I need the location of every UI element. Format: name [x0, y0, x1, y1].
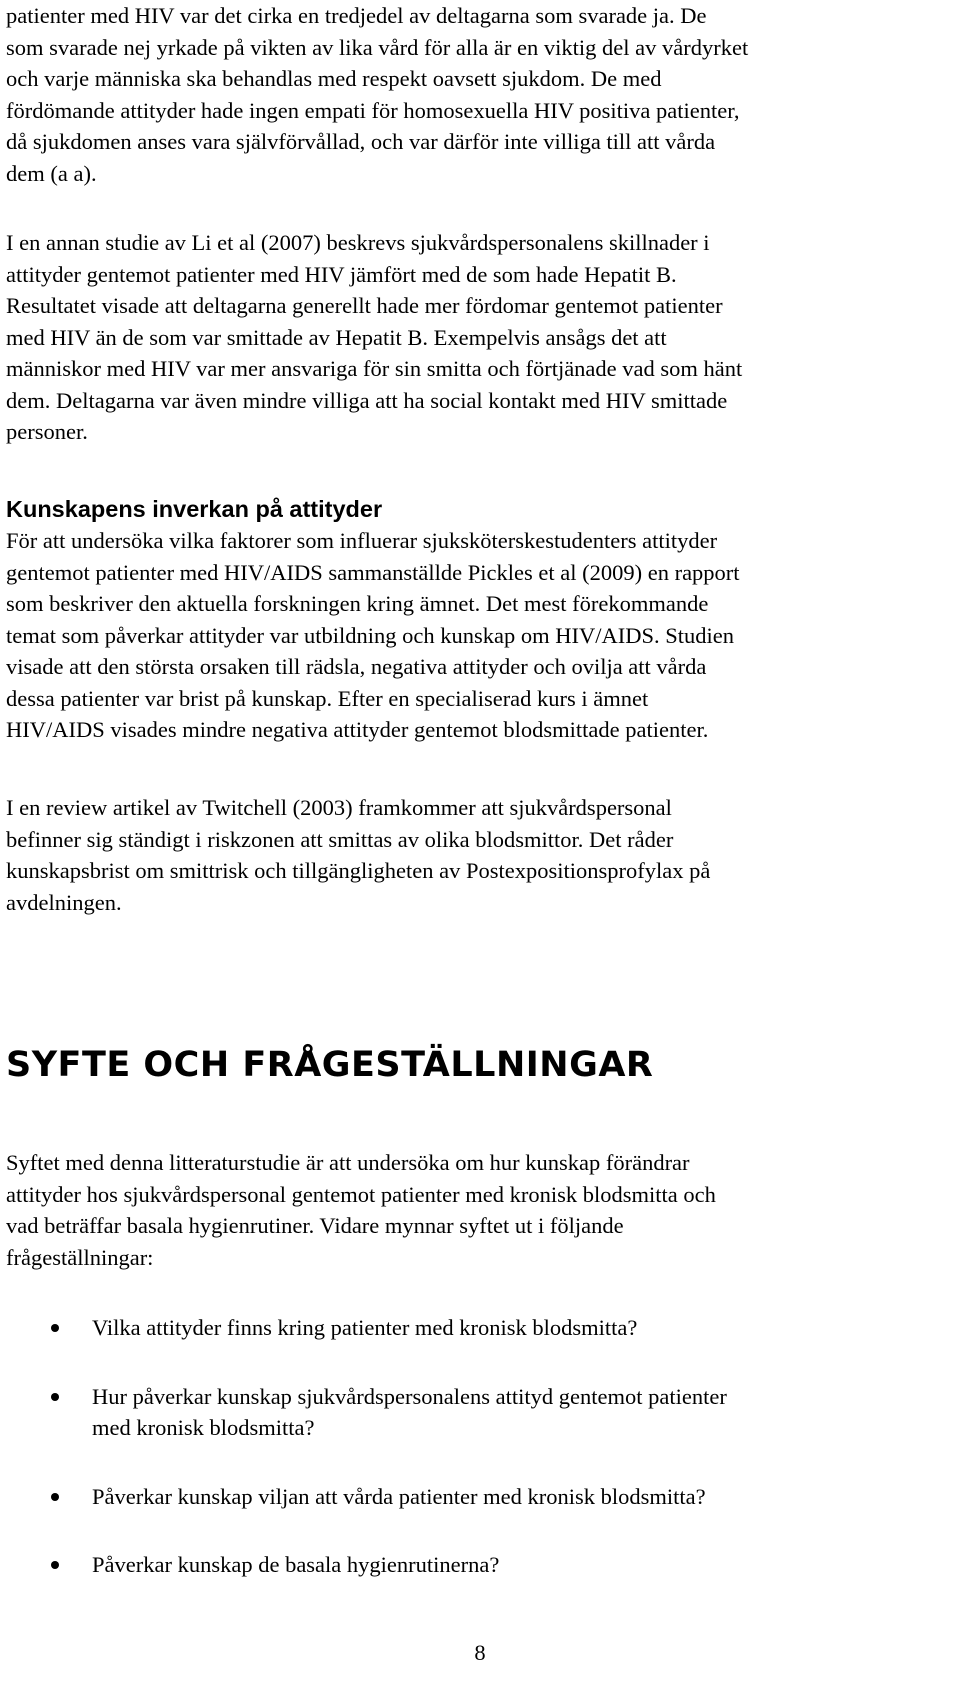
section-heading-syfte: SYFTE OCH FRÅGESTÄLLNINGAR — [6, 1045, 654, 1085]
question-text: Hur påverkar kunskap sjukvårdspersonalens attityd gentemot patienter med kronisk blodsmitta? — [92, 1383, 727, 1440]
page-number: 8 — [474, 1640, 486, 1665]
paragraph-syfte: Syftet med denna litteraturstudie är att undersöka om hur kunskap förändrar attityder hos sjukvårdspersonal gentemot patienter med kronisk blodsmitta och vad beträffar basala hygienrutiner. Vidare mynnar syftet ut i följande frågeställningar: — [6, 1150, 716, 1270]
bullet-icon — [51, 1561, 59, 1569]
research-questions-list — [6, 1312, 936, 1618]
list-item — [6, 1481, 936, 1513]
paragraph-attitudes-hiv: patienter med HIV var det cirka en tredjedel av deltagarna som svarade ja. De som svarade nej yrkade på vikten av lika vård för alla är en viktig del av vårdyrket och varje människa ska behandlas med respekt oavsett sjukdom. De med fördömande attityder hade ingen empati för homosexuella HIV positiva patienter, då sjukdomen anses vara självförvållad, och var därför inte villiga till att vårda dem (a a). — [6, 3, 749, 186]
paragraph-li-study: I en annan studie av Li et al (2007) beskrevs sjukvårdspersonalens skillnader i attityder gentemot patienter med HIV jämfört med de som hade Hepatit B. Resultatet visade att deltagarna generellt hade mer fördomar gentemot patienter med HIV än de som var smittade av Hepatit B. Exempelvis ansågs det att människor med HIV var mer ansvariga för sin smitta och förtjänade vad som hänt dem. Deltagarna var även mindre villiga att ha social kontakt med HIV smittade personer. — [6, 230, 743, 444]
question-text: Påverkar kunskap de basala hygienrutinerna? — [92, 1552, 500, 1577]
bullet-icon — [51, 1493, 59, 1501]
list-item — [6, 1312, 936, 1344]
bullet-icon — [51, 1393, 59, 1401]
list-item — [6, 1381, 936, 1444]
bullet-icon — [51, 1324, 59, 1332]
paragraph-twitchell-review: I en review artikel av Twitchell (2003) framkommer att sjukvårdspersonal befinner sig ständigt i riskzonen att smittas av olika blodsmittor. Det råder kunskapsbrist om smittrisk och tillgängligheten av Postexpositionsprofylax på avdelningen. — [6, 795, 711, 915]
list-item — [6, 1549, 936, 1581]
question-text: Påverkar kunskap viljan att vårda patienter med kronisk blodsmitta? — [92, 1483, 706, 1509]
paragraph-pickles-report: För att undersöka vilka faktorer som influerar sjuksköterskestudenters attityder gentemot patienter med HIV/AIDS sammanställde Pickles et al (2009) en rapport som beskriver den aktuella forskningen kring ämnet. Det mest förekommande temat som påverkar attityder var utbildning och kunskap om HIV/AIDS. Studien visade att den största orsaken till rädsla, negativa attityder och ovilja att vårda dessa patienter var brist på kunskap. Efter en specialiserad kurs i ämnet HIV/AIDS visades mindre negativa attityder gentemot blodsmittade patienter. — [6, 528, 740, 742]
question-text: Vilka attityder finns kring patienter med kronisk blodsmitta? — [92, 1315, 638, 1340]
section-heading-kunskap: Kunskapens inverkan på attityder — [6, 496, 383, 522]
